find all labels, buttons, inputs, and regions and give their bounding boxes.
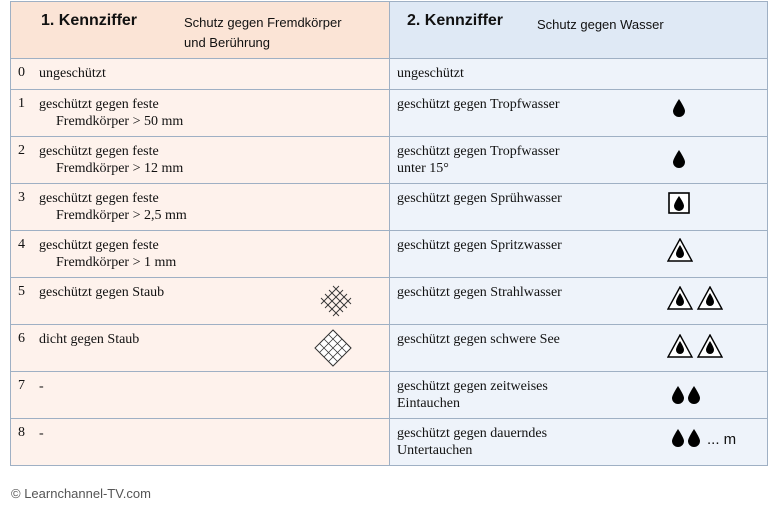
row-text-line2: Fremdkörper > 12 mm <box>56 161 184 176</box>
row-text-line1: geschützt gegen feste <box>39 144 159 159</box>
row-number: 7 <box>18 378 25 393</box>
two-drops-icon <box>672 386 700 404</box>
row-right-text <box>397 237 562 254</box>
row-right-line1: geschützt gegen Sprühwasser <box>397 191 562 206</box>
row-right-line2: Untertauchen <box>397 443 473 458</box>
row-5-left <box>11 278 390 325</box>
row-text <box>39 425 44 442</box>
row-number: 1 <box>18 96 25 111</box>
row-number: 5 <box>18 284 25 299</box>
row-1-right <box>390 90 768 137</box>
row-6-left <box>11 325 390 372</box>
row-right-text <box>397 284 562 301</box>
row-4-right <box>390 231 768 278</box>
col2-title: 2. Kennziffer <box>407 12 504 29</box>
row-text <box>39 331 139 348</box>
table-row <box>11 278 768 325</box>
row-text-line1: - <box>39 426 44 441</box>
row-text-line2: Fremdkörper > 1 mm <box>56 255 177 270</box>
drop-in-triangle-icon <box>667 238 693 262</box>
depth-unit-label: ... m <box>707 431 737 448</box>
table-row <box>11 231 768 278</box>
table-row <box>11 59 768 90</box>
col2-desc: Schutz gegen Wasser <box>537 17 664 32</box>
row-right-line1: ungeschützt <box>397 66 464 81</box>
row-text-line2: Fremdkörper > 2,5 mm <box>56 208 187 223</box>
row-right-line2: Eintauchen <box>397 396 460 411</box>
row-2-left <box>11 137 390 184</box>
row-right-text <box>397 425 547 459</box>
table-row <box>11 372 768 419</box>
table-row <box>11 184 768 231</box>
col1-desc-line2: und Berührung <box>184 35 271 50</box>
table-row <box>11 419 768 466</box>
table-row <box>11 325 768 372</box>
row-number: 3 <box>18 190 25 205</box>
row-right-text <box>397 96 560 113</box>
row-text <box>39 237 176 271</box>
table-row <box>11 90 768 137</box>
row-7-right <box>390 372 768 419</box>
row-5-right <box>390 278 768 325</box>
row-right-text <box>397 65 464 82</box>
row-number: 2 <box>18 143 25 158</box>
row-0-left <box>11 59 390 90</box>
row-3-right <box>390 184 768 231</box>
row-text-line1: ungeschützt <box>39 66 106 81</box>
col1-desc-line1: Schutz gegen Fremdkörper <box>184 15 342 30</box>
row-text <box>39 284 164 301</box>
row-2-right <box>390 137 768 184</box>
drop-in-square-icon <box>668 192 690 214</box>
row-text <box>39 65 106 82</box>
two-drops-in-triangles-icon <box>667 334 723 358</box>
row-0-right <box>390 59 768 90</box>
copyright-credit: © Learnchannel-TV.com <box>11 486 151 501</box>
drop-icon <box>673 150 685 168</box>
row-1-left <box>11 90 390 137</box>
row-number: 0 <box>18 65 25 80</box>
ip-code-table <box>10 1 768 466</box>
row-right-text <box>397 190 562 207</box>
row-right-text <box>397 143 560 177</box>
row-text <box>39 378 44 395</box>
row-right-text <box>397 331 560 348</box>
two-drops-icon <box>672 429 700 447</box>
row-text-line1: geschützt gegen feste <box>39 97 159 112</box>
row-8-right <box>390 419 768 466</box>
header-row <box>11 2 768 59</box>
row-number: 6 <box>18 331 25 346</box>
row-text-line1: geschützt gegen feste <box>39 238 159 253</box>
dense-mesh-dust-icon <box>314 329 352 367</box>
col1-title: 1. Kennziffer <box>41 12 138 29</box>
row-right-line1: geschützt gegen Tropfwasser <box>397 144 560 159</box>
table-row <box>11 137 768 184</box>
two-drops-in-triangles-icon <box>667 286 723 310</box>
row-right-line1: geschützt gegen zeitweises <box>397 379 548 394</box>
row-text-line1: geschützt gegen Staub <box>39 285 165 300</box>
row-6-right <box>390 325 768 372</box>
row-number: 4 <box>18 237 25 252</box>
row-4-left <box>11 231 390 278</box>
row-text <box>39 96 183 130</box>
drop-icon <box>673 99 685 117</box>
row-text-line1: dicht gegen Staub <box>39 332 140 347</box>
row-text-line2: Fremdkörper > 50 mm <box>56 114 184 129</box>
row-text <box>39 190 187 224</box>
mesh-dust-icon <box>319 284 353 318</box>
row-right-line1: geschützt gegen Spritzwasser <box>397 238 562 253</box>
row-right-line2: unter 15° <box>397 161 449 176</box>
row-text-line1: - <box>39 379 44 394</box>
col1-desc <box>184 13 342 53</box>
row-right-line1: geschützt gegen schwere See <box>397 332 560 347</box>
row-right-line1: geschützt gegen Tropfwasser <box>397 97 560 112</box>
row-right-line1: geschützt gegen Strahlwasser <box>397 285 562 300</box>
row-text-line1: geschützt gegen feste <box>39 191 159 206</box>
row-right-line1: geschützt gegen dauerndes <box>397 426 548 441</box>
row-number: 8 <box>18 425 25 440</box>
row-text <box>39 143 183 177</box>
row-right-text <box>397 378 548 412</box>
row-8-left <box>11 419 390 466</box>
row-7-left <box>11 372 390 419</box>
row-3-left <box>11 184 390 231</box>
header-col1 <box>11 2 390 59</box>
header-col2 <box>390 2 768 59</box>
